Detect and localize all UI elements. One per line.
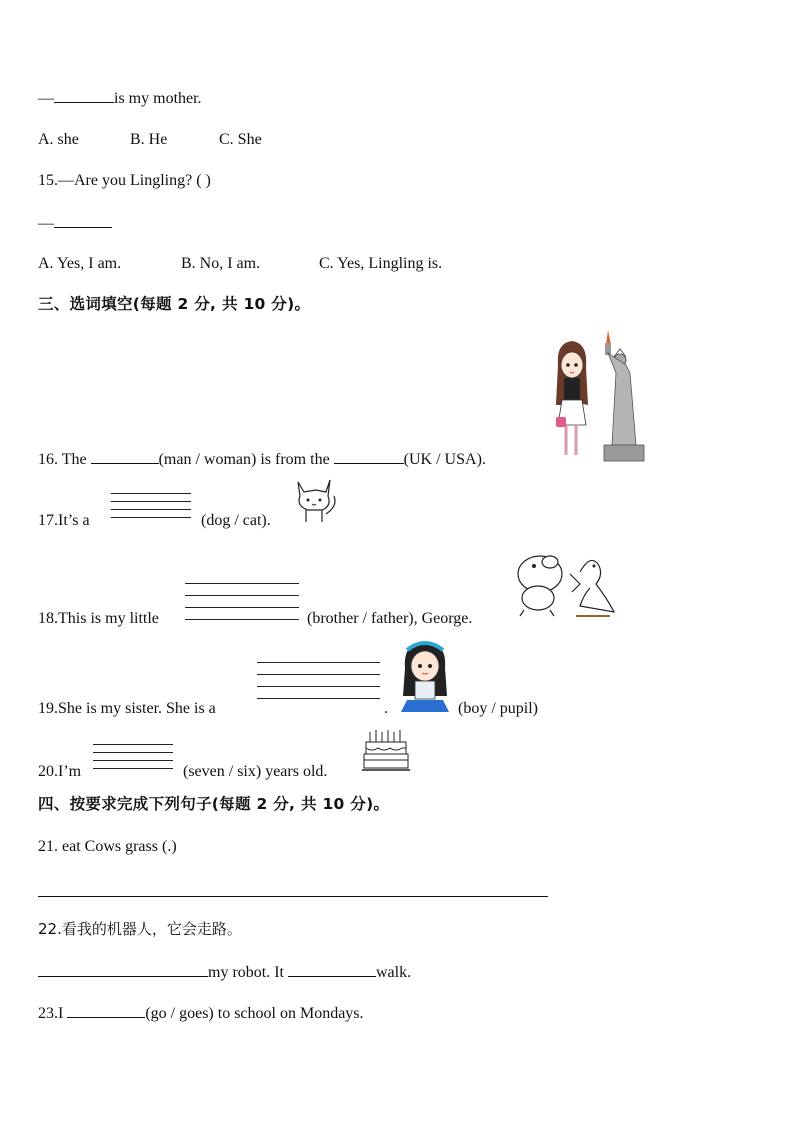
- q20-suffix: (seven / six) years old.: [183, 763, 328, 780]
- answer-blank[interactable]: [54, 213, 112, 228]
- q21-text: 21. eat Cows grass (.): [38, 838, 177, 855]
- q17-prefix: 17.It’s a: [38, 512, 90, 529]
- answer-blank[interactable]: [91, 449, 159, 464]
- answer-blank[interactable]: [54, 88, 114, 103]
- cat-picture: [292, 476, 340, 526]
- option-b[interactable]: B. No, I am.: [181, 255, 261, 272]
- answer-blank[interactable]: [67, 1003, 145, 1018]
- section-4-title: 四、按要求完成下列句子(每题 2 分, 共 10 分)。: [38, 795, 390, 813]
- schoolgirl-picture: [397, 638, 453, 716]
- q22-suffix: walk.: [376, 964, 412, 981]
- q15-answer-line: [38, 213, 112, 234]
- q19-prefix: 19.She is my sister. She is a: [38, 700, 216, 717]
- q18-prefix: 18.This is my little: [38, 610, 159, 627]
- option-b[interactable]: B. He: [130, 131, 168, 148]
- answer-blank[interactable]: [288, 962, 376, 977]
- q16-prefix: 16. The: [38, 451, 91, 468]
- dash: —: [38, 90, 54, 107]
- q19-suffix: (boy / pupil): [458, 700, 538, 717]
- q15-options: [38, 254, 442, 274]
- q22-mid: my robot. It: [208, 964, 288, 981]
- option-c[interactable]: C. She: [219, 131, 262, 148]
- q18-suffix: (brother / father), George.: [307, 610, 473, 627]
- option-a[interactable]: A. Yes, I am.: [38, 255, 122, 272]
- four-line-answer-box[interactable]: [257, 662, 380, 706]
- dash: —: [38, 215, 54, 232]
- q14-text: is my mother.: [114, 90, 202, 107]
- answer-line[interactable]: [38, 896, 548, 897]
- q23-prefix: 23.I: [38, 1005, 68, 1022]
- girl-and-statue-of-liberty-picture: [548, 325, 648, 465]
- q16-suffix: (UK / USA).: [403, 451, 486, 468]
- q23-suffix: (go / goes) to school on Mondays.: [145, 1005, 364, 1022]
- four-line-answer-box[interactable]: [185, 583, 299, 627]
- option-a[interactable]: A. she: [38, 131, 79, 148]
- section-3-title: 三、选词填空(每题 2 分, 共 10 分)。: [38, 295, 311, 313]
- q16-line: [38, 449, 486, 470]
- q20-prefix: 20.I’m: [38, 763, 82, 780]
- q17-suffix: (dog / cat).: [201, 512, 271, 529]
- q15-stem: 15.—Are you Lingling? ( ): [38, 172, 211, 189]
- four-line-answer-box[interactable]: [111, 493, 191, 525]
- q14-line: [38, 88, 202, 109]
- option-c[interactable]: C. Yes, Lingling is.: [319, 255, 443, 272]
- q22-chinese: 22.看我的机器人，它会走路。: [38, 920, 242, 938]
- q16-mid: (man / woman) is from the: [158, 451, 334, 468]
- answer-blank[interactable]: [334, 449, 404, 464]
- peppa-george-dinosaur-picture: [510, 544, 622, 618]
- four-line-answer-box[interactable]: [93, 744, 173, 776]
- answer-blank[interactable]: [38, 962, 208, 977]
- q22-answer-line: [38, 962, 411, 983]
- q23-line: [38, 1003, 364, 1024]
- q14-options: [38, 130, 262, 150]
- birthday-cake-picture: [362, 728, 410, 774]
- q19-dot: .: [384, 700, 388, 717]
